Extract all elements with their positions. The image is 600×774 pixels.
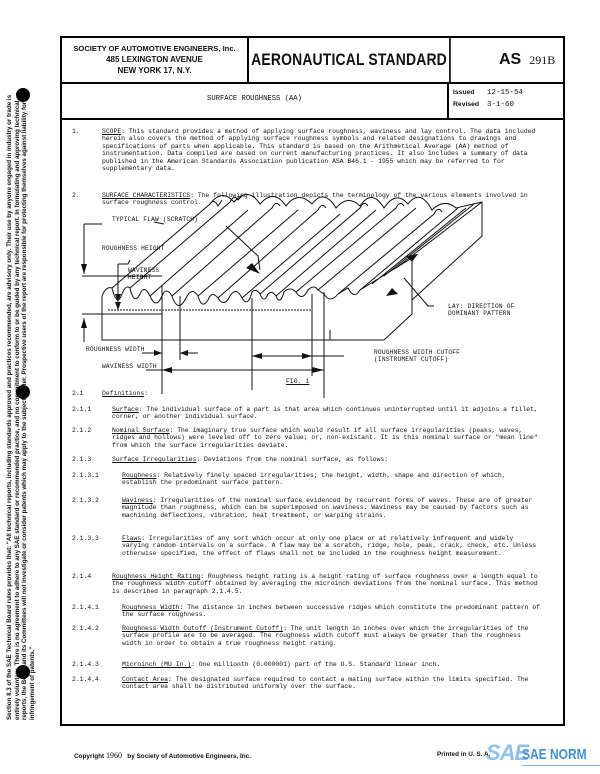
org-address-street: 485 LEXINGTON AVENUE <box>106 55 203 64</box>
definitions-heading: 2.1 Definitions: <box>72 390 149 397</box>
definition-term: Surface Irregularities <box>112 456 197 463</box>
definition-term: Nominal Surface <box>112 427 170 434</box>
section-number: 1. <box>72 128 80 135</box>
doc-number: 291B <box>529 52 556 67</box>
definition-number: 2.1.4.3 <box>72 661 99 668</box>
label-lay-1: LAY: DIRECTION OF <box>448 303 515 310</box>
definition-term: Waviness <box>122 497 153 504</box>
definition-number: 2.1.4.1 <box>72 604 99 611</box>
label-waviness-height-2: HEIGHT <box>128 274 152 281</box>
watermark-rule <box>522 765 600 766</box>
section-number: 2. <box>72 192 80 199</box>
definition-text: : One millionth (0.000001) part of the U.S. Standard linear inch. <box>191 661 441 668</box>
definition-item <box>72 661 542 668</box>
definition-term: Surface <box>112 406 139 413</box>
label-roughness-width: ROUGHNESS WIDTH <box>86 346 145 353</box>
definition-item <box>72 625 542 647</box>
definition-item <box>72 406 542 421</box>
subject-title: SURFACE ROUGHNESS (AA) <box>62 82 449 118</box>
definition-text: : The designated surface required to contact a mating surface within the limits specified. The contact area shall be distributed uniformly over the surface. <box>122 676 529 691</box>
document-type-text: AERONAUTICAL STANDARD <box>251 50 447 69</box>
definition-term: Roughness Width <box>122 604 180 611</box>
definition-text: : Deviations from the nominal surface, as follows: <box>196 456 389 463</box>
issued-label: Issued <box>453 89 475 96</box>
definition-text: : The distance in inches between successive ridges which constitute the predominant pattern of the surface roughness. <box>122 604 541 619</box>
definition-text: : Roughness height rating is a height rating of surface roughness over a length equal to the roughness width cutoff obtained by averaging the microinch deviations from the nominal surface. This method is described in paragraph 2.1.4.5. <box>112 573 538 595</box>
org-name: SOCIETY OF AUTOMOTIVE ENGINEERS, Inc. <box>73 44 236 53</box>
definition-number: 2.1.4 <box>72 573 92 580</box>
org-address-city: NEW YORK 17, N.Y. <box>117 66 192 75</box>
side-disclaimer-text: Section 8.3 of the SAE Technical Board rules provides that: "All technical reports, including standards approved and practices recommended, are advisory only. Their use by anyone engaged in industry or trade is entirely voluntary. There is no agreement to adhere to any SAE standard or recommended practice, and no commitment to conform to or be guided by any technical report. In formulating and approving technical reports, the Board and its Committees will not investigate or consider patents which may apply to the subject matter. Prospective users of the report are responsible for protecting themselves against liability for infringement of patents." <box>6 94 36 720</box>
label-waviness-height-1: WAVINESS <box>128 267 160 274</box>
section-text: : This standard provides a method of applying surface roughness, waviness and lay control. The data included herein also covers the method of applying surface roughness symbols and related designations to drawings and specifications of parts when applicable. This standard is based on the Arithmetical Average (AA) method of instrumentation. Data compiled are based on current manufacturing practices. It also includes a summary of data published in the American Standards Association publication ASA B46.1 - 1955 which may be referred to for supplementary data. <box>102 128 536 173</box>
section-heading: SURFACE CHARACTERISTICS <box>102 192 191 199</box>
watermark-text: SAE NORM <box>522 746 587 763</box>
definition-item <box>72 604 542 619</box>
definition-term: Flaws <box>122 535 142 542</box>
copyright-label: Copyright <box>74 753 105 760</box>
label-roughness-height: ROUGHNESS HEIGHT <box>102 245 165 252</box>
definition-item <box>72 472 542 487</box>
definition-term: Roughness Width Cutoff (Instrument Cutoff) <box>122 625 284 632</box>
definition-term: Contact Area <box>122 676 169 683</box>
definition-item <box>72 427 542 449</box>
revised-label: Revised <box>453 101 480 108</box>
definition-term: Microinch (MU In.) <box>122 661 192 668</box>
label-cutoff-1: ROUGHNESS WIDTH CUTOFF <box>374 349 461 356</box>
definition-number: 2.1.4.2 <box>72 625 99 632</box>
definition-text: : Irregularities of any sort which occur at only one place or at relatively infrequent and widely varying random intervals on a surface. A flaw may be a scratch, ridge, hole, peak, crack, check, etc. Unless otherwise specified, the effect of flaws shall not be included in the roughness height measurement. <box>122 535 537 557</box>
definition-number: 2.1.4.4 <box>72 676 99 683</box>
definition-item <box>72 497 542 519</box>
issued-date: 12-15-54 <box>487 89 524 97</box>
label-waviness-width: WAVINESS WIDTH <box>102 363 157 370</box>
section-text: : The following illustration depicts the terminology of the various elements involved in surface roughness control. <box>102 192 528 207</box>
label-lay-2: DOMINANT PATTERN <box>448 310 511 317</box>
copyright-year: 1960 <box>105 751 122 760</box>
label-typical-flaw: TYPICAL FLAW (SCRATCH) <box>112 216 199 223</box>
definition-text: : The unit length in inches over which the irregularities of the surface profile are to be averaged. The roughness width cutoff must always be greater than the roughness width in order to obtain a true roughness height rating. <box>122 625 529 647</box>
footer-printed: Printed in U. S. A. <box>437 751 491 758</box>
footer-copyright <box>74 751 251 760</box>
definition-number: 2.1.2 <box>72 427 92 434</box>
definition-number: 2.1.3.3 <box>72 535 99 542</box>
definition-number: 2.1.3.1 <box>72 472 99 479</box>
definition-text: : The individual surface of a part is that area which continues uninterrupted until it adjoins a fillet, corner, or another individual surface. <box>112 406 538 421</box>
definition-text: : Irregularities of the nominal surface evidenced by recurrent forms of waves. These are of greater magnitude than roughness, which can be superimposed on waviness. Waviness may be caused by factors such as machining deflections, vibration, heat treatment, or warping strains. <box>122 497 533 519</box>
doc-prefix: AS <box>499 51 522 68</box>
definition-item <box>72 456 542 463</box>
figure-caption: FIG. 1 <box>286 378 310 385</box>
definition-number: 2.1.3.2 <box>72 497 99 504</box>
side-disclaimer <box>6 80 46 720</box>
revised-date: 3-1-60 <box>487 101 515 109</box>
section-number: 2.1 <box>72 390 84 397</box>
definition-text: : Relatively finely spaced irregularities; the height, width, shape and direction of which, establish the predominant surface pattern. <box>122 472 506 487</box>
sae-norm-watermark <box>486 740 600 770</box>
definition-term: Roughness Height Rating <box>112 573 201 580</box>
definition-number: 2.1.1 <box>72 406 92 413</box>
section-heading: Definitions <box>102 390 145 397</box>
copyright-holder: by Society of Automotive Engineers, Inc. <box>127 753 251 760</box>
section-heading: SCOPE <box>102 128 122 135</box>
definition-number: 2.1.3 <box>72 456 92 463</box>
definition-item <box>72 573 542 595</box>
definition-text: : The imaginary true surface which would result if all surface irregularities (peaks, waves, ridges and hollows) were leveled off to zero value; or, non-existant. It is this nominal surface or "mean line" from which the surface irregularities deviate. <box>112 427 538 449</box>
sae-logo-icon: SAE <box>486 740 529 765</box>
definition-item <box>72 535 542 557</box>
definition-item <box>72 676 542 691</box>
definition-term: Roughness <box>122 472 157 479</box>
label-cutoff-2: (INSTRUMENT CUTOFF) <box>374 356 449 363</box>
document-page <box>60 36 565 726</box>
